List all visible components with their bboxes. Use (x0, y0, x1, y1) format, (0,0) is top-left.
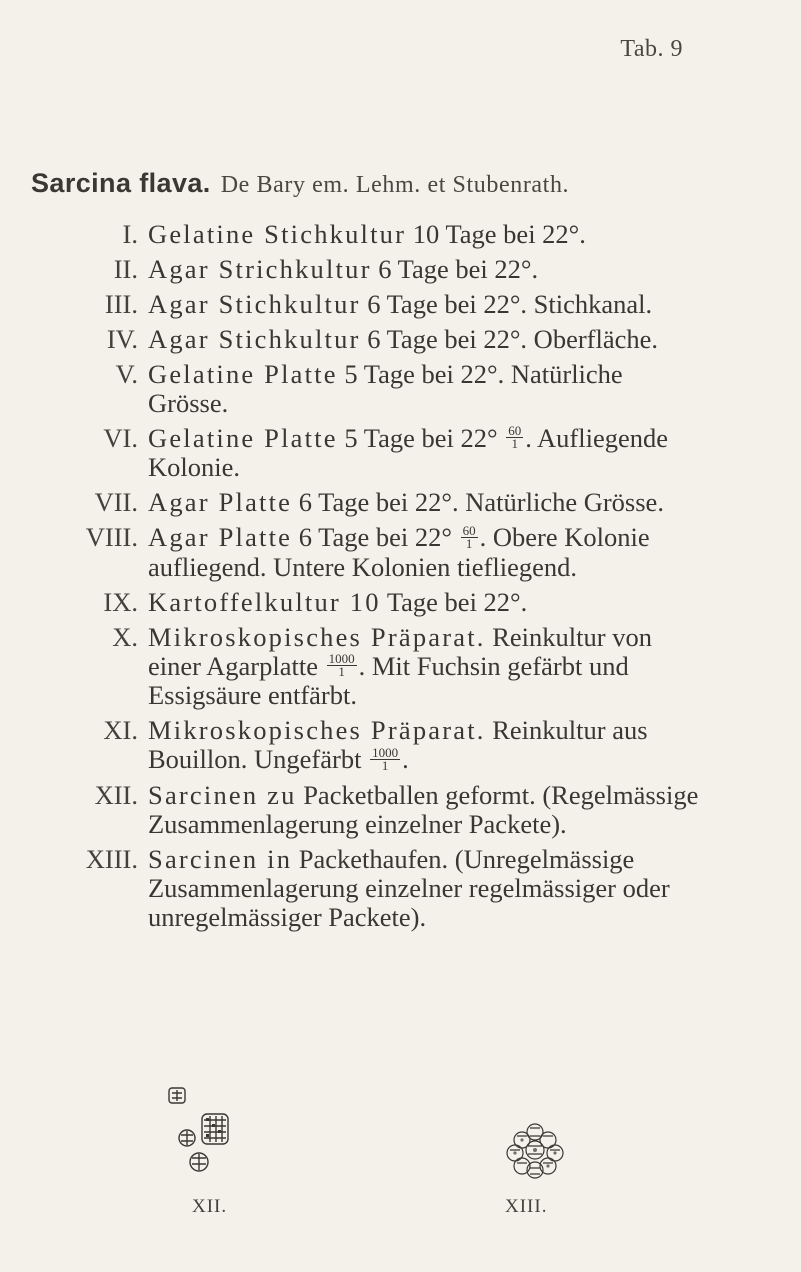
packetballen-figure-icon (158, 1085, 248, 1190)
legend-entry (0, 325, 801, 354)
entry-text: Agar Strichkultur 6 Tage bei 22°. (148, 254, 539, 284)
legend-entry (0, 220, 801, 249)
entry-text: Agar Platte 6 Tage bei 22° $\frac{60}{1}$ . Obere Kolonie aufliegend. Untere Kolonien tiefliegend. (148, 522, 650, 582)
entry-number: XII. (94, 779, 138, 810)
entry-number: III. (104, 289, 138, 319)
legend-entry (0, 360, 801, 418)
entry-text: Sarcinen zu Packetballen geformt. (Regelmässige Zusammenlagerung einzelner Packete). (148, 779, 699, 839)
entry-number: IV. (106, 324, 138, 354)
entry-number: XIII. (85, 843, 138, 874)
entry-number: I. (122, 219, 138, 249)
legend-entry (0, 523, 801, 581)
legend-entry (0, 588, 801, 617)
entry-text: Gelatine Platte 5 Tage bei 22° $\frac{60}{1}$ . Aufliegende Kolonie. (148, 423, 668, 483)
figure-label-xii: XII. (192, 1196, 228, 1217)
entry-number: VI. (103, 423, 138, 453)
entry-number: IX. (103, 586, 138, 617)
legend-entry (0, 255, 801, 284)
entry-text: Kartoffelkultur 10 Tage bei 22°. (148, 586, 528, 617)
legend-entry (0, 716, 801, 774)
species-title: Sarcina flava. (31, 168, 211, 198)
entry-number: VIII. (85, 522, 138, 553)
figure-legend-list (0, 220, 801, 938)
legend-entry (0, 488, 801, 517)
legend-entry (0, 623, 801, 710)
title-line (31, 168, 569, 199)
plate-number: Tab. 9 (620, 36, 683, 62)
entry-text: Mikroskopisches Präparat. Reinkultur aus Bouillon. Ungefärbt $\frac{1000}{1}$ . (148, 715, 648, 775)
legend-entry (0, 845, 801, 932)
legend-entry (0, 424, 801, 482)
entry-number: XI. (103, 715, 138, 746)
entry-text: Mikroskopisches Präparat. Reinkultur von einer Agarplatte $\frac{1000}{1}$ . Mit Fuchsin gefärbt und Essigsäure entfärbt. (148, 621, 652, 711)
entry-text: Gelatine Stichkultur 10 Tage bei 22°. (148, 219, 586, 249)
entry-number: X. (112, 621, 138, 652)
entry-text: Agar Stichkultur 6 Tage bei 22°. Stichkanal. (148, 289, 653, 319)
entry-number: VII. (94, 487, 138, 518)
entry-text: Agar Platte 6 Tage bei 22°. Natürliche Grösse. (148, 487, 664, 518)
legend-entry (0, 290, 801, 319)
entry-text: Agar Stichkultur 6 Tage bei 22°. Oberfläche. (148, 324, 659, 354)
figure-label-xiii: XIII. (505, 1196, 548, 1217)
entry-number: II. (113, 254, 138, 284)
entry-number: V. (115, 359, 138, 389)
legend-entry (0, 781, 801, 839)
entry-text: Sarcinen in Packethaufen. (Unregelmässige Zusammenlagerung einzelner regelmässiger oder unregelmässiger Packete). (148, 843, 670, 932)
entry-text: Gelatine Platte 5 Tage bei 22°. Natürliche Grösse. (148, 359, 623, 418)
packethaufen-figure-icon (500, 1118, 570, 1188)
authors-line: De Bary em. Lehm. et Stubenrath. (220, 172, 570, 198)
